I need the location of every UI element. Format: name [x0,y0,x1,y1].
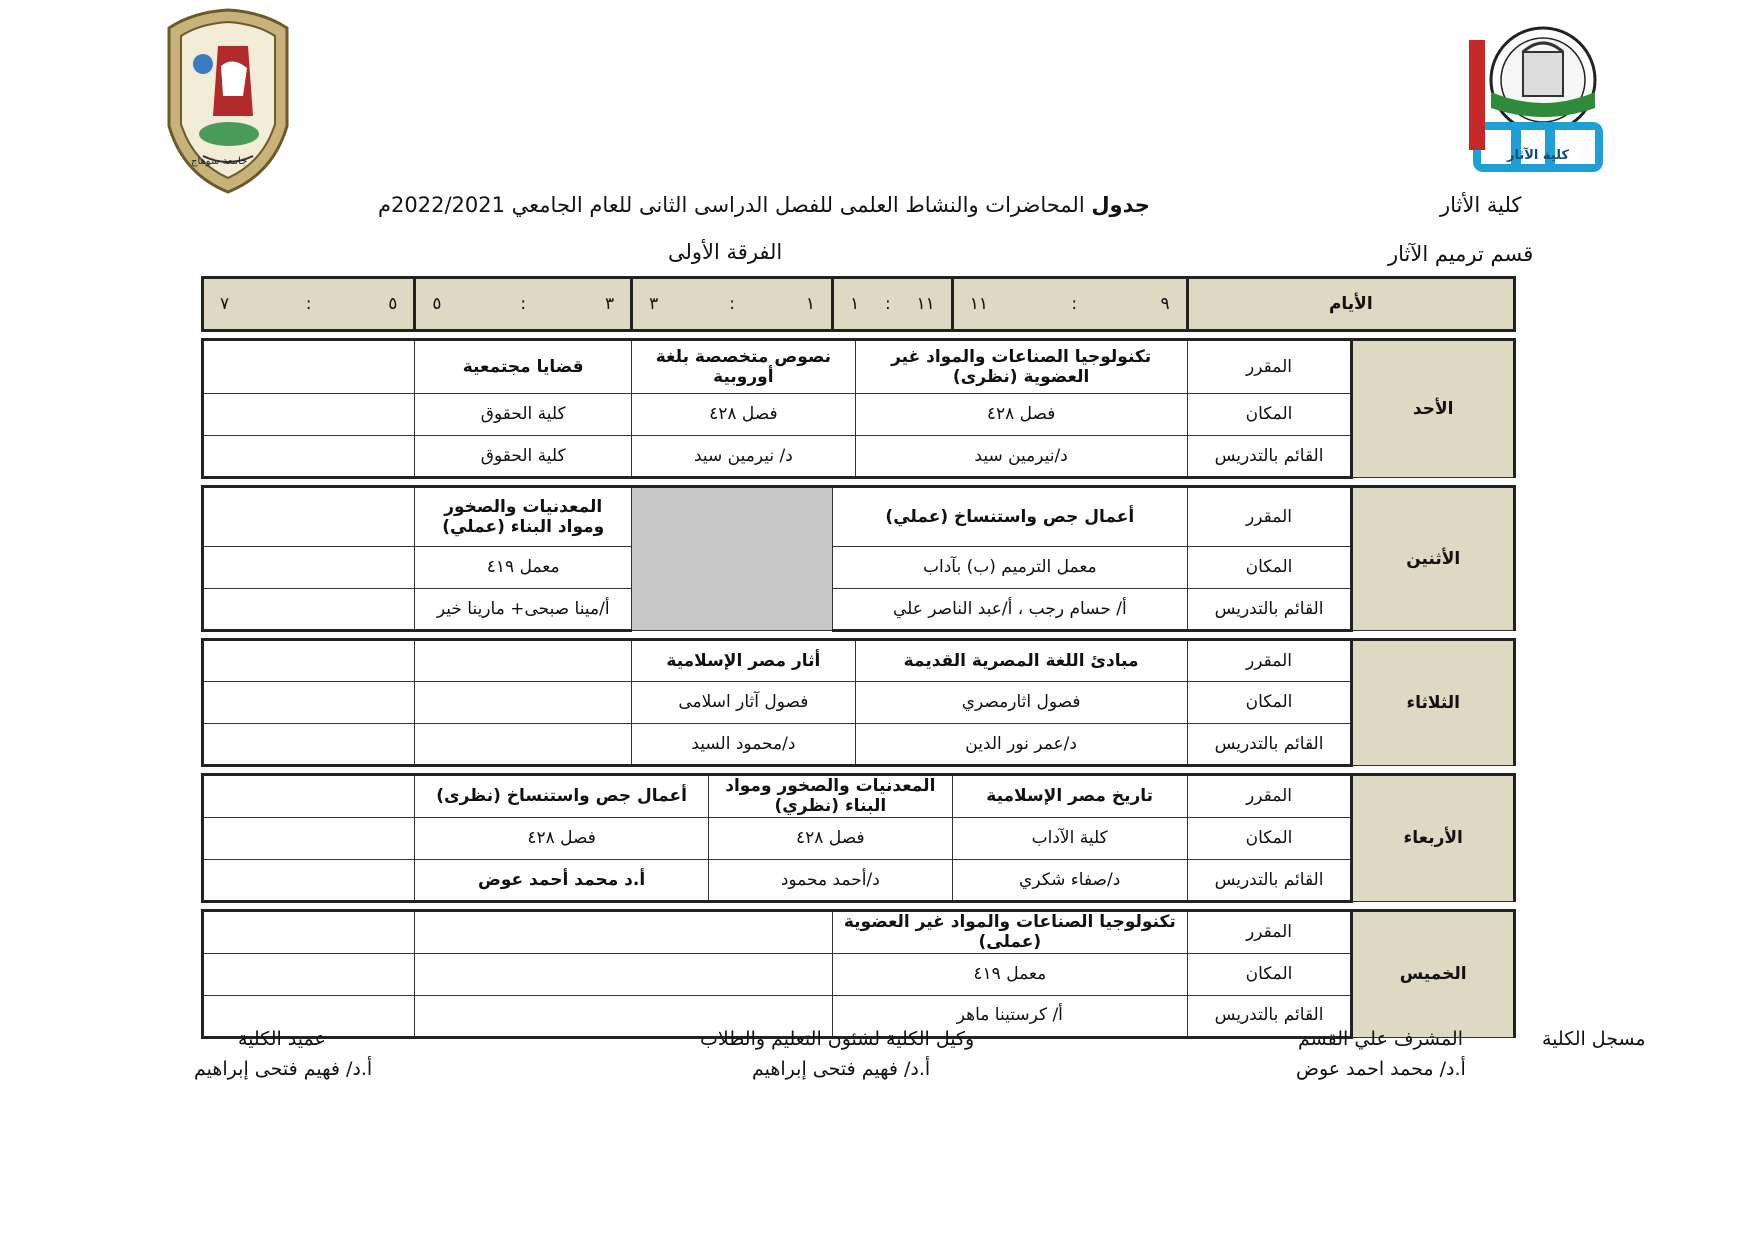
dean-title: عميد الكلية [238,1028,326,1050]
monday-teacher-2: أ/مينا صبحى+ مارينا خير [415,589,632,631]
monday-teacher-1: أ/ حسام رجب ، أ/عبد الناصر علي [833,589,1188,631]
wednesday-empty-cell [203,817,415,859]
sunday-place-3: كلية الحقوق [415,394,632,436]
wednesday-teacher-3: أ.د محمد أحمد عوض [415,859,709,901]
wednesday-place-2: فصل ٤٢٨ [708,817,952,859]
day-monday: الأثنين [1352,487,1515,631]
label-course: المقرر [1187,487,1352,547]
vice-dean-name: أ.د/ فهيم فتحى إبراهيم [752,1058,931,1080]
thursday-course-1: تكنولوجيا الصناعات والمواد غير العضوية (عملى) [833,910,1188,953]
wednesday-empty-cell [203,775,415,818]
label-place: المكان [1187,547,1352,589]
sunday-teacher-3: كلية الحقوق [415,436,632,478]
label-course: المقرر [1187,910,1352,953]
monday-empty-cell [203,547,415,589]
label-place: المكان [1187,953,1352,995]
year-group: الفرقة الأولى [668,240,783,264]
wednesday-course-1: تاريخ مصر الإسلامية [952,775,1187,818]
registrar-title: مسجل الكلية [1542,1028,1646,1050]
sunday-place-2: فصل ٤٢٨ [632,394,856,436]
sunday-course-3: قضايا مجتمعية [415,340,632,394]
vice-dean-title: وكيل الكلية لشئون التعليم والطلاب [700,1028,975,1050]
faculty-logo-text: كلية الآثار [1507,148,1569,163]
label-teacher: القائم بالتدريس [1187,724,1352,766]
faculty-logo [1463,22,1613,180]
tuesday-teacher-2: د/محمود السيد [632,724,856,766]
tuesday-place-2: فصول آثار اسلامى [632,682,856,724]
monday-empty-cell [203,487,415,547]
wednesday-teacher-2: د/أحمد محمود [708,859,952,901]
thursday-empty-slot [415,953,833,995]
time-slot-4: ٣ : ٥ [415,278,632,331]
tuesday-empty-slot [415,682,632,724]
tuesday-teacher-1: د/عمر نور الدين [855,724,1187,766]
sunday-course-2: نصوص متخصصة بلغة أوروبية [632,340,856,394]
sunday-course-1: تكنولوجيا الصناعات والمواد غير العضوية (نظرى) [855,340,1187,394]
university-logo-text: جامعة سوهاج [191,156,248,167]
label-place: المكان [1187,394,1352,436]
wednesday-place-3: فصل ٤٢٨ [415,817,709,859]
days-header: الأيام [1187,278,1514,331]
time-slot-2: ١١ : ١ [833,278,953,331]
title-bold: جدول [1091,193,1150,217]
department-name: قسم ترميم الآثار [1388,242,1534,266]
time-slot-5: ٥ : ٧ [203,278,415,331]
thursday-empty-cell [203,910,415,953]
sunday-empty-cell [203,340,415,394]
wednesday-teacher-1: د/صفاء شكري [952,859,1187,901]
monday-place-2: معمل ٤١٩ [415,547,632,589]
monday-course-2: المعدنيات والصخور ومواد البناء (عملي) [415,487,632,547]
title-rest: المحاضرات والنشاط العلمى للفصل الدراسى الثانى للعام الجامعي 2022/2021م [378,193,1092,217]
sunday-teacher-1: د/نيرمين سيد [855,436,1187,478]
day-thursday: الخميس [1352,910,1515,1037]
dean-name: أ.د/ فهيم فتحى إبراهيم [194,1058,373,1080]
page-title [378,193,1150,217]
supervisor-name: أ.د/ محمد احمد عوض [1296,1058,1466,1080]
thursday-place-1: معمل ٤١٩ [833,953,1188,995]
label-course: المقرر [1187,640,1352,682]
day-sunday: الأحد [1352,340,1515,478]
sunday-teacher-2: د/ نيرمين سيد [632,436,856,478]
wednesday-empty-cell [203,859,415,901]
tuesday-course-1: مبادئ اللغة المصرية القديمة [855,640,1187,682]
header-row [203,278,1515,331]
sunday-empty-cell [203,436,415,478]
tuesday-place-1: فصول اثارمصري [855,682,1187,724]
faculty-name: كلية الأثار [1440,193,1522,217]
label-teacher: القائم بالتدريس [1187,995,1352,1037]
label-course: المقرر [1187,775,1352,818]
wednesday-place-1: كلية الآداب [952,817,1187,859]
thursday-empty-cell [203,953,415,995]
tuesday-empty-cell [203,640,415,682]
label-course: المقرر [1187,340,1352,394]
time-slot-3: ١ : ٣ [632,278,833,331]
sunday-empty-cell [203,394,415,436]
tuesday-empty-slot [415,724,632,766]
university-logo [163,6,293,196]
time-slot-1: ٩ : ١١ [952,278,1187,331]
label-teacher: القائم بالتدريس [1187,859,1352,901]
supervisor-title: المشرف علي القسم [1298,1028,1463,1050]
monday-course-1: أعمال جص واستنساخ (عملي) [833,487,1188,547]
day-tuesday: الثلاثاء [1352,640,1515,766]
tuesday-empty-slot [415,640,632,682]
monday-place-1: معمل الترميم (ب) بآداب [833,547,1188,589]
wednesday-course-3: أعمال جص واستنساخ (نظرى) [415,775,709,818]
sunday-place-1: فصل ٤٢٨ [855,394,1187,436]
day-wednesday: الأربعاء [1352,775,1515,902]
monday-gray-slot [632,487,833,631]
tuesday-empty-cell [203,682,415,724]
tuesday-empty-cell [203,724,415,766]
tuesday-course-2: أثار مصر الإسلامية [632,640,856,682]
label-place: المكان [1187,817,1352,859]
label-place: المكان [1187,682,1352,724]
monday-empty-cell [203,589,415,631]
schedule-table [201,276,1516,1039]
wednesday-course-2: المعدنيات والصخور ومواد البناء (نظري) [708,775,952,818]
thursday-teacher-1: أ/ كرستينا ماهر [833,995,1188,1037]
label-teacher: القائم بالتدريس [1187,436,1352,478]
thursday-empty-slot [415,910,833,953]
label-teacher: القائم بالتدريس [1187,589,1352,631]
